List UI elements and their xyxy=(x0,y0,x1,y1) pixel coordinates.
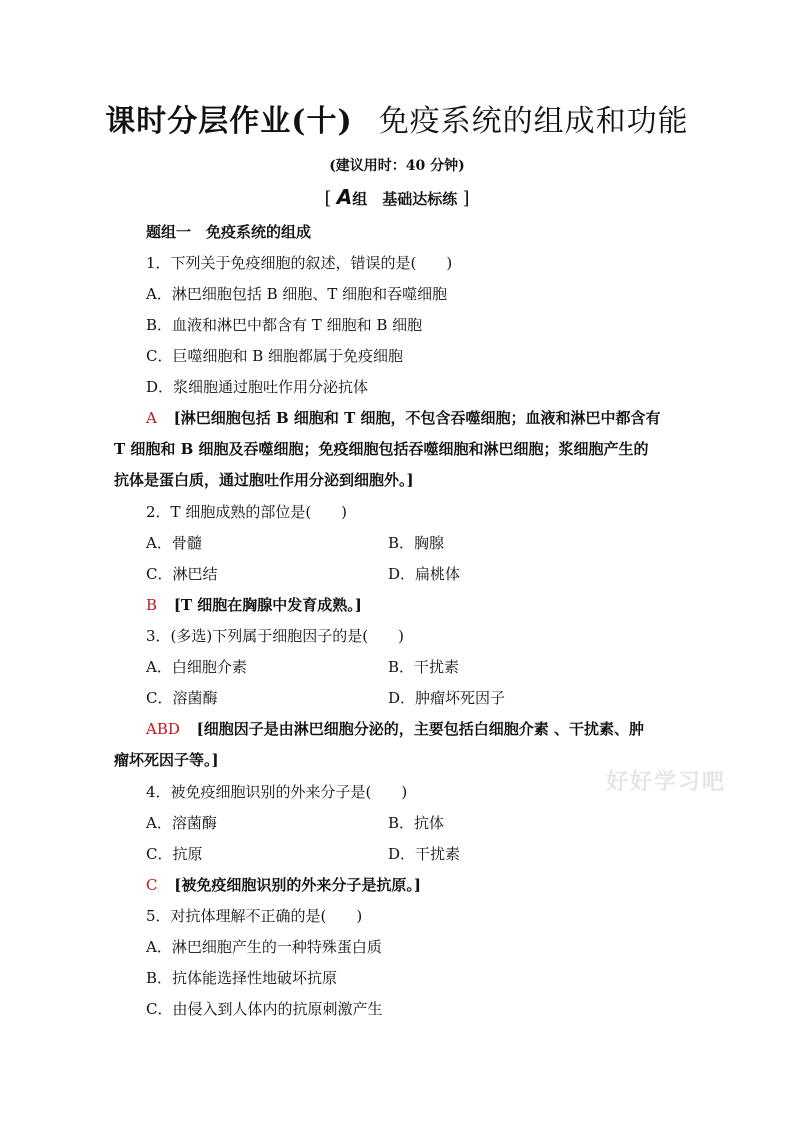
q3-answer: ABD xyxy=(146,720,180,738)
q4-explanation: [被免疫细胞识别的外来分子是抗原。] xyxy=(174,876,421,894)
q5-stem: 5．对抗体理解不正确的是( ) xyxy=(146,907,363,925)
q5-option-b: B．抗体能选择性地破坏抗原 xyxy=(146,969,338,987)
group-letter: A xyxy=(336,185,353,209)
q1-option-b: B．血液和淋巴中都含有 T 细胞和 B 细胞 xyxy=(146,316,423,334)
q2-stem: 2．T 细胞成熟的部位是( ) xyxy=(146,503,348,521)
page-title xyxy=(0,96,794,140)
q1-option-d: D．浆细胞通过胞吐作用分泌抗体 xyxy=(146,378,369,396)
q3-explanation-1: [细胞因子是由淋巴细胞分泌的，主要包括白细胞介素 、干扰素、肿 xyxy=(196,720,644,738)
section-heading: 题组一 免疫系统的组成 xyxy=(146,223,312,241)
q4-answer-line xyxy=(146,875,421,895)
title-part2: 免疫系统的组成和功能 xyxy=(378,104,689,139)
q3-option-b: B．干扰素 xyxy=(388,658,460,676)
q1-explanation-2: T 细胞和 B 细胞及吞噬细胞；免疫细胞包括吞噬细胞和淋巴细胞；浆细胞产生的 xyxy=(114,440,649,458)
q2-explanation: [T 细胞在胸腺中发育成熟。] xyxy=(173,596,362,614)
watermark-text: 好好学习吧 xyxy=(606,769,727,795)
title-part1: 课时分层作业(十) xyxy=(105,104,353,139)
q4-option-d: D．干扰素 xyxy=(388,845,461,863)
bracket-open: [ xyxy=(324,188,332,209)
q5-option-a: A．淋巴细胞产生的一种特殊蛋白质 xyxy=(146,938,382,956)
q2-option-c: C．淋巴结 xyxy=(146,565,218,583)
q4-option-a: A．溶菌酶 xyxy=(146,814,217,832)
q3-option-c: C．溶菌酶 xyxy=(146,689,218,707)
group-heading xyxy=(0,185,794,209)
q2-option-a: A．骨髓 xyxy=(146,534,202,552)
q1-answer: A xyxy=(146,409,157,427)
q2-option-b: B．胸腺 xyxy=(388,534,445,552)
q4-option-c: C．抗原 xyxy=(146,845,203,863)
q3-stem: 3．(多选)下列属于细胞因子的是( ) xyxy=(146,627,404,645)
q2-answer-line xyxy=(146,595,362,615)
q1-option-c: C．巨噬细胞和 B 细胞都属于免疫细胞 xyxy=(146,347,404,365)
q1-stem: 1．下列关于免疫细胞的叙述，错误的是( ) xyxy=(146,254,453,272)
group-label: 组 基础达标练 xyxy=(352,190,458,208)
q4-stem: 4．被免疫细胞识别的外来分子是( ) xyxy=(146,783,408,801)
q2-option-d: D．扁桃体 xyxy=(388,565,461,583)
q3-explanation-2: 瘤坏死因子等。] xyxy=(114,751,219,769)
bracket-close: ] xyxy=(462,188,470,209)
q2-answer: B xyxy=(146,596,158,614)
q1-explanation-3: 抗体是蛋白质，通过胞吐作用分泌到细胞外。] xyxy=(114,471,414,489)
q3-option-a: A．白细胞介素 xyxy=(146,658,247,676)
q4-answer: C xyxy=(146,876,158,894)
q3-option-d: D．肿瘤坏死因子 xyxy=(388,689,506,707)
q1-option-a: A．淋巴细胞包括 B 细胞、T 细胞和吞噬细胞 xyxy=(146,285,448,303)
q4-option-b: B．抗体 xyxy=(388,814,445,832)
suggested-time: (建议用时：40 分钟) xyxy=(329,158,465,174)
q1-explanation-1: [淋巴细胞包括 B 细胞和 T 细胞，不包含吞噬细胞；血液和淋巴中都含有 xyxy=(173,409,661,427)
q3-answer-line xyxy=(146,719,644,739)
q1-answer-line xyxy=(146,408,660,428)
q5-option-c: C．由侵入到人体内的抗原刺激产生 xyxy=(146,1000,383,1018)
